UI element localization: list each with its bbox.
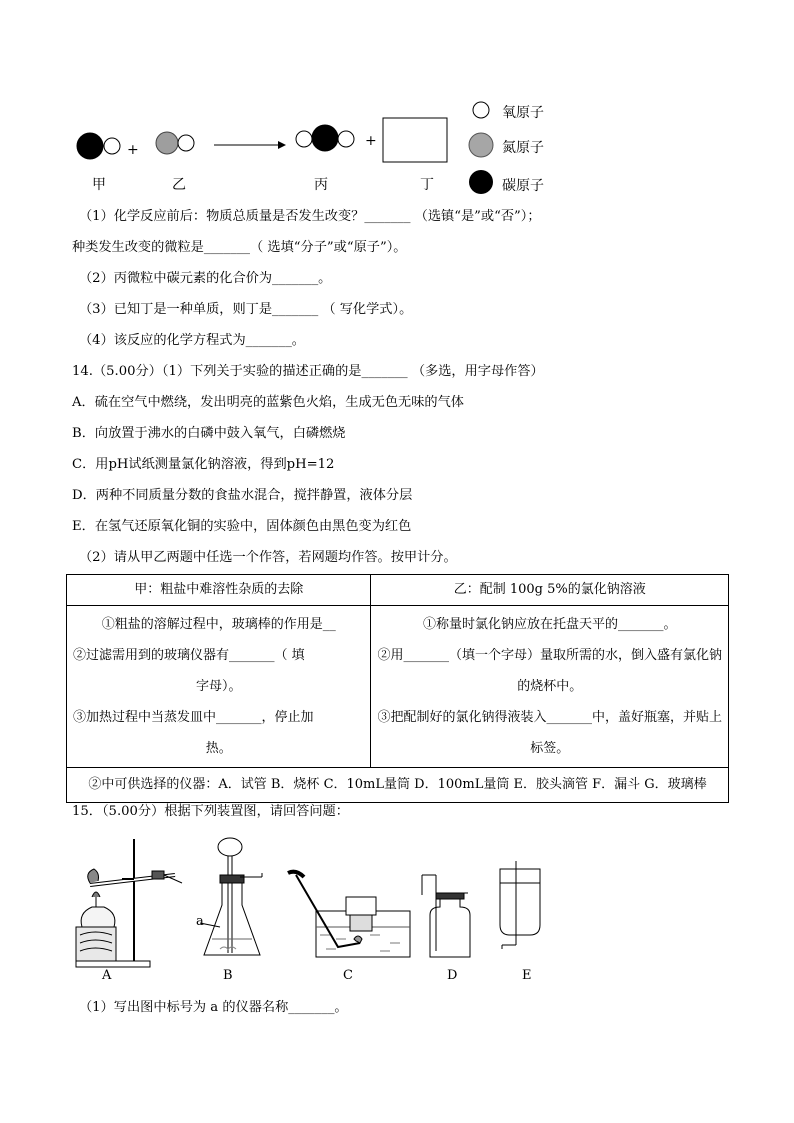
right-line-5: 标签。 <box>530 741 570 756</box>
q14-option-b: B．向放置于沸水的白磷中鼓入氧气，白磷燃烧 <box>72 426 346 441</box>
apparatus-b <box>200 838 262 955</box>
apparatus-figure <box>70 835 570 975</box>
molecule-jia <box>77 133 120 159</box>
nitrogen-legend-icon <box>469 133 493 157</box>
table-footer: ②中可供选择的仪器：A．试管 B．烧杯 C．10mL量筒 D．100mL量筒 E．胶头滴管 F．漏斗 G．玻璃棒 <box>67 768 729 803</box>
apparatus-label-e: E <box>522 968 532 983</box>
plus-sign: + <box>365 133 377 149</box>
q13-part3: （3）已知丁是一种单质，则丁是_______ （ 写化学式）。 <box>79 302 413 317</box>
legend-nitrogen: 氮原子 <box>502 140 544 156</box>
oxygen-atom <box>338 131 354 147</box>
right-line-2: ②用_______（填一个字母）量取所需的水，倒入盛有氯化钠 <box>377 648 722 663</box>
right-line-1: ①称量时氯化钠应放在托盘天平的_______。 <box>422 617 677 632</box>
table-cell-right <box>371 606 729 768</box>
q13-part1a: （1）化学反应前后：物质总质量是否发生改变？_______ （选镇“是”或“否”）； <box>79 209 541 224</box>
nitrogen-atom <box>156 132 178 154</box>
molecule-ding-box <box>383 118 447 162</box>
left-line-4: ③加热过程中当蒸发皿中_______，停止加 <box>73 710 314 725</box>
oxygen-atom <box>178 135 194 151</box>
molecule-bing <box>296 125 354 151</box>
carbon-legend-icon <box>469 170 493 194</box>
q14-stem: 14.（5.00分）（1）下列关于实验的描述正确的是_______ （多选，用字母作答） <box>72 364 544 379</box>
q14-choice-table <box>66 574 729 803</box>
q13-part4: （4）该反应的化学方程式为_______。 <box>79 333 305 348</box>
left-line-2: ②过滤需用到的玻璃仪器有_______（ 填 <box>73 648 305 663</box>
legend-oxygen: 氧原子 <box>502 105 544 121</box>
apparatus-label-d: D <box>447 968 458 983</box>
left-line-5: 热。 <box>205 741 232 756</box>
apparatus-c <box>288 872 410 957</box>
right-line-4: ③把配制好的氯化钠得液装入_______中，盖好瓶塞，并贴上 <box>377 710 722 725</box>
apparatus-e <box>500 861 540 949</box>
table-header-right: 乙：配制 100g 5%的氯化钠溶液 <box>371 575 729 606</box>
atom-legend <box>464 96 504 196</box>
label-yi: 乙 <box>172 177 186 193</box>
apparatus-label-a: A <box>102 968 112 983</box>
q14-option-d: D．两种不同质量分数的食盐水混合，搅拌静置，液体分层 <box>72 488 413 503</box>
reaction-diagram <box>60 95 500 175</box>
q14-option-c: C．用pH试纸测量氯化钠溶液，得到pH=12 <box>72 457 335 472</box>
molecule-yi <box>156 132 194 154</box>
left-line-1: ①粗盐的溶解过程中，玻璃棒的作用是__ <box>101 617 336 632</box>
apparatus-label-c: C <box>343 968 353 983</box>
table-header-left: 甲：粗盐中难溶性杂质的去除 <box>67 575 371 606</box>
legend-carbon: 碳原子 <box>502 178 544 194</box>
oxygen-atom <box>296 131 312 147</box>
q14-option-e: E．在氢气还原氧化铜的实验中，固体颜色由黑色变为红色 <box>72 519 412 534</box>
label-jia: 甲 <box>92 177 106 193</box>
q13-part2: （2）丙微粒中碳元素的化合价为_______。 <box>79 271 332 286</box>
plus-sign: + <box>127 142 139 158</box>
q15-stem: 15．（5.00分）根据下列装置图，请回答问题： <box>72 804 349 819</box>
carbon-atom <box>77 133 103 159</box>
oxygen-atom <box>104 138 120 154</box>
reaction-arrow <box>214 141 286 149</box>
apparatus-label-b: B <box>223 968 233 983</box>
apparatus-b-marker: a <box>196 914 204 929</box>
right-line-3: 的烧杯中。 <box>517 679 583 694</box>
q14-option-a: A．硫在空气中燃绕，发出明亮的蓝紫色火焰，生成无色无味的气体 <box>72 395 464 410</box>
table-cell-left <box>67 606 371 768</box>
oxygen-legend-icon <box>473 102 489 118</box>
q13-part1b: 种类发生改变的微粒是_______（ 选填“分子”或“原子”）。 <box>72 240 407 255</box>
apparatus-d <box>422 875 470 957</box>
label-ding: 丁 <box>420 177 434 193</box>
left-line-3: 字母）。 <box>195 679 242 694</box>
carbon-atom <box>312 125 338 151</box>
label-bing: 丙 <box>314 177 328 193</box>
apparatus-a <box>76 839 182 967</box>
q14-part2: （2）请从甲乙两题中任选一个作答，若网题均作答。按甲计分。 <box>79 550 457 565</box>
q15-part1: （1）写出图中标号为 a 的仪器名称_______。 <box>79 1000 348 1015</box>
